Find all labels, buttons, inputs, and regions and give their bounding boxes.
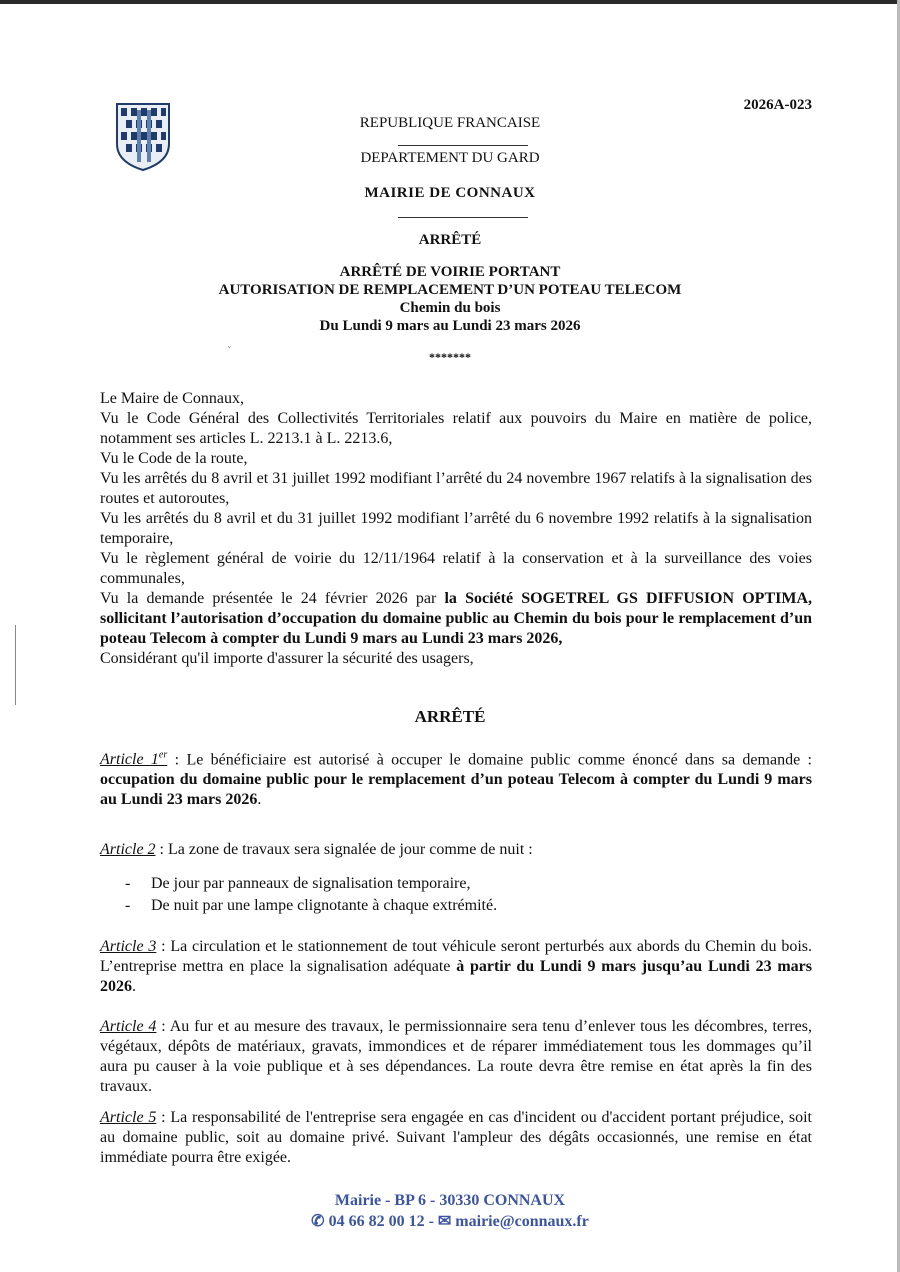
text-span: : <box>156 1109 171 1126</box>
arrete-label: ARRÊTÉ <box>418 232 482 248</box>
text-span: Article 1 <box>100 751 159 769</box>
article-2-list <box>125 873 497 917</box>
header-department: DEPARTEMENT DU GARD <box>360 150 540 166</box>
text-span: . <box>257 791 262 809</box>
text-span: Vu la demande présentée le 24 février 2026 par <box>100 590 445 607</box>
text-bold: occupation du domaine public pour le remplacement d’un poteau Telecom à compter du Lundi 9 mars au Lundi 23 mars 2026 <box>100 771 812 809</box>
preamble-line: Vu le règlement général de voirie du 12/11/1964 relatif à la conservation et à la surveillance des voies communales, <box>100 550 812 587</box>
list-item <box>125 895 497 917</box>
preamble-line: Considérant qu'il importe d'assurer la sécurité des usagers, <box>100 650 474 667</box>
header-mairie: MAIRIE DE CONNAUX <box>364 185 536 201</box>
preamble <box>100 389 812 669</box>
header-divider <box>398 217 528 218</box>
text-bold: la Société SOGETREL GS DIFFUSION OPTIMA, sollicitant l’autorisation d’occupation du domaine public au Chemin du bois pour le remplacement d’un poteau Telecom à compter du Lundi 9 mars au Lundi 23 mars 2026 <box>100 590 813 647</box>
preamble-line: Vu les arrêtés du 8 avril et 31 juillet 1992 modifiant l’arrêté du 24 novembre 1967 relatifs à la signalisation des routes et autoroutes, <box>100 470 812 507</box>
document-title <box>0 263 900 335</box>
article-label: Article 3 <box>100 938 157 955</box>
text-bold: à partir du Lundi 9 mars jusqu’au Lundi 23 mars 2026 <box>100 958 813 995</box>
text-span: Au fur et au mesure des travaux, le permissionnaire sera tenu d’enlever tous les décombres, terres, végétaux, dépôts de matériaux, gravats, immondices et de réparer immédiatement tous les dommages qu’il aura pu causer à la voie publique et à ses dépendances. La route devra être remise en état après la fin des travaux. <box>100 1018 813 1095</box>
footer-contact <box>0 1211 900 1232</box>
text-span: : <box>155 841 168 858</box>
footer-phone: 04 66 82 00 12 <box>328 1213 425 1230</box>
text-span: Le bénéficiaire est autorisé à occuper le domaine public comme énoncé dans sa demande : <box>186 751 812 769</box>
article-4 <box>100 1017 812 1097</box>
footer <box>0 1190 900 1232</box>
scan-speck: ᵛ <box>228 343 231 353</box>
preamble-line <box>100 589 812 649</box>
article-2 <box>100 840 812 860</box>
article-label: Article 4 <box>100 1018 157 1035</box>
preamble-line: Vu les arrêtés du 8 avril et du 31 juillet 1992 modifiant l’arrêté du 6 novembre 1992 relatifs à la signalisation temporaire, <box>100 510 812 547</box>
text-sup: er <box>158 750 168 761</box>
list-item <box>125 873 497 895</box>
text-span: La responsabilité de l'entreprise sera engagée en cas d'incident ou d'accident portant préjudice, soit au domaine public, soit au domaine privé. Suivant l'ampleur des dégâts occasionnés, une remise en état immédiate pourra être exigée. <box>100 1109 812 1166</box>
title-line: Du Lundi 9 mars au Lundi 23 mars 2026 <box>319 318 581 334</box>
scan-top-edge <box>0 0 900 4</box>
article-label: Article 5 <box>100 1109 157 1126</box>
text-span: La circulation et le stationnement de tout véhicule seront perturbés aux abords du Chemin du bois. L’entreprise mettra en place la signalisation adéquate <box>100 938 812 975</box>
article-1 <box>100 746 812 810</box>
text-span: : <box>156 938 171 955</box>
title-separator-stars: ******* <box>429 350 471 364</box>
preamble-line: Vu le Code de la route, <box>100 450 248 467</box>
document-reference: 2026A-023 <box>743 97 812 113</box>
text-span: De nuit par une lampe clignotante à chaque extrémité. <box>151 897 498 914</box>
text-span: La zone de travaux sera signalée de jour comme de nuit : <box>168 841 533 858</box>
title-line: Chemin du bois <box>399 300 501 316</box>
article-3 <box>100 937 812 997</box>
text-span: : <box>156 1018 170 1035</box>
preamble-line: Le Maire de Connaux, <box>100 390 244 407</box>
text-span: - <box>424 1213 438 1230</box>
text-bold: , <box>558 630 563 647</box>
arrete-heading: ARRÊTÉ <box>414 707 486 726</box>
mail-icon: ✉ <box>437 1213 452 1230</box>
article-label: Article 2 <box>100 841 156 858</box>
text-span: : <box>167 751 187 769</box>
footer-email: mairie@connaux.fr <box>455 1213 589 1230</box>
text-span: De jour par panneaux de signalisation temporaire, <box>151 875 471 892</box>
phone-icon: ✆ <box>311 1213 325 1230</box>
footer-address: Mairie - BP 6 - 30330 CONNAUX <box>334 1192 566 1209</box>
scan-left-mark <box>15 625 16 705</box>
title-line: ARRÊTÉ DE VOIRIE PORTANT <box>339 264 561 280</box>
header-republic: REPUBLIQUE FRANCAISE <box>359 115 541 131</box>
bullet-dash: - <box>125 897 131 914</box>
article-label <box>100 751 167 768</box>
title-line: AUTORISATION DE REMPLACEMENT D’UN POTEAU TELECOM <box>218 282 682 298</box>
bullet-dash: - <box>125 875 131 892</box>
text-span: . <box>132 978 136 995</box>
header-divider <box>398 145 528 146</box>
preamble-line: Vu le Code Général des Collectivités Territoriales relatif aux pouvoirs du Maire en matière de police, notamment ses articles L. 2213.1 à L. 2213.6, <box>100 410 812 447</box>
article-5 <box>100 1108 812 1168</box>
